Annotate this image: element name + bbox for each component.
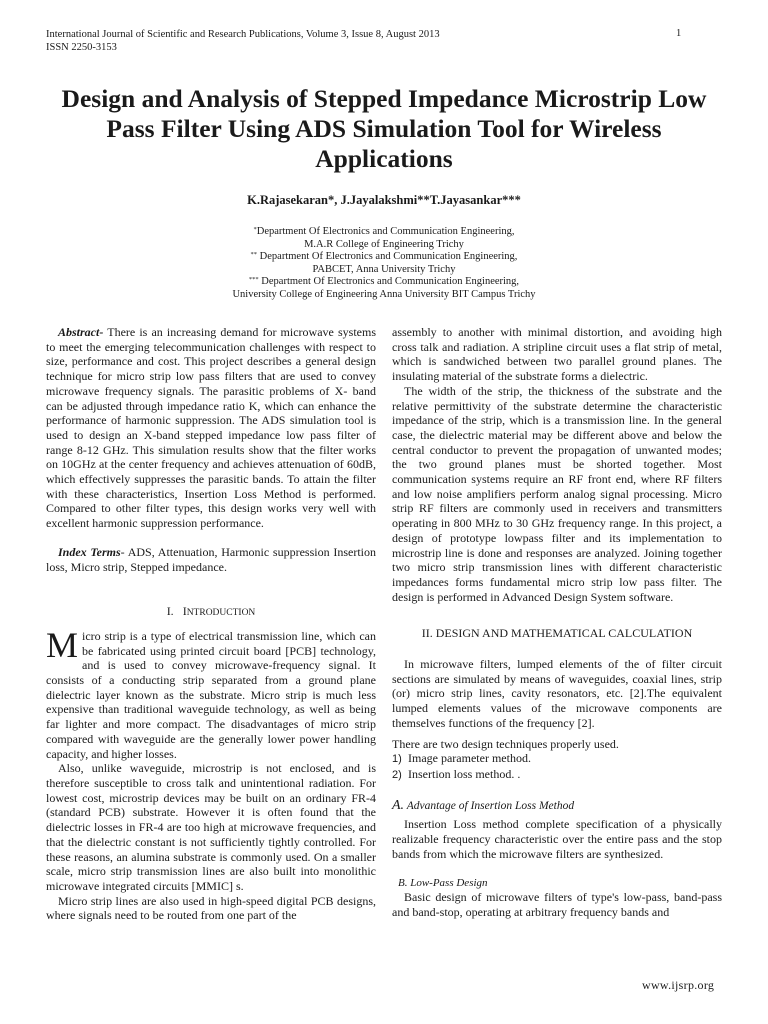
intro-paragraph-2: Also, unlike waveguide, microstrip is not enclosed, and is therefore susceptible to cross talk and unintentional radiation. For lowest cost, microstrip devices may be built on an ordinary FR-4 (standard PCB) substrate. However it is often found that the dielectric losses in FR-4 are too high at microwave frequencies, and that the dielectric constant is not sufficiently tightly controlled. For these reasons, an alumina substrate is commonly used. On a smaller scale, micro strip transmission lines are also built into monolithic microwave integrated circuits [MMIC] s. xyxy=(46,761,376,893)
paper-title: Design and Analysis of Stepped Impedance Microstrip Low Pass Filter Using ADS Simulation Tool for Wireless Applications xyxy=(61,84,707,173)
author-list: K.Rajasekaran*, J.Jayalakshmi**T.Jayasankar*** xyxy=(247,193,521,207)
design-paragraph-2: There are two design techniques properly used. xyxy=(392,736,619,751)
running-header xyxy=(46,28,606,54)
index-terms xyxy=(46,545,376,574)
index-terms-label: Index Terms xyxy=(58,544,121,559)
affiliation-1-org: M.A.R College of Engineering Trichy xyxy=(304,238,464,250)
section-heading-design: II. DESIGN AND MATHEMATICAL CALCULATION xyxy=(421,626,693,641)
intro-paragraph-3: Micro strip lines are also used in high-speed digital PCB designs, where signals need to be routed from one part of the xyxy=(46,893,376,923)
subsection-heading-b: B. Low-Pass Design xyxy=(398,876,488,889)
design-paragraph-3: Insertion Loss method complete specification of a physically realizable frequency characteristic over the entire pass and the stop bands from which the microwave filters are synthesized. xyxy=(392,817,722,861)
journal-line: International Journal of Scientific and Research Publications, Volume 3, Issue 8, August 2013 xyxy=(46,29,440,40)
index-terms-text: - ADS, Attenuation, Harmonic suppression Insertion loss, Micro strip, Stepped impedance. xyxy=(46,544,376,574)
section-heading-introduction: I. INTRODUCTION xyxy=(166,604,256,619)
affiliation-2-org: PABCET, Anna University Trichy xyxy=(312,263,456,275)
footer-url: www.ijsrp.org xyxy=(642,978,715,992)
intro-paragraph-4: assembly to another with minimal distortion, and avoiding high cross talk and radiation. A stripline circuit uses a flat strip of metal, which is sandwiched between two parallel ground planes. The insulating material of the substrate forms a dielectric. xyxy=(392,325,722,384)
subsection-heading-a: A. Advantage of Insertion Loss Method xyxy=(392,797,575,813)
affiliation-2-dept: ** Department Of Electronics and Communication Engineering, xyxy=(250,251,518,263)
issn: ISSN 2250-3153 xyxy=(46,42,117,53)
drop-cap: M xyxy=(46,624,79,665)
right-column xyxy=(392,325,722,920)
abstract-label: Abstract- xyxy=(58,325,104,339)
abstract-text: There is an increasing demand for microwave systems to meet the emerging telecommunication challenges with respect to size, performance and cost. This project describes a general design technique for micro strip low pass filters that are used to convey microwave frequency signals. The parasitic problems of X- band can be adjusted through impedance ratio K, which can enhance the performance of harmonic suppression. The ADS simulation tool is used to design an X-band stepped impedance low pass filter of range 8-12 GHz. This simulation results show that the filter works on 10GHz at the center frequency and achieves attenuation of 60dB, which effectively suppresses the parasitic bands. To attain the filter with these characteristics, Insertion Loss Method is performed. Compared to other filter types, this design works very well with excellent harmonic suppression performance. xyxy=(46,325,376,531)
abstract xyxy=(46,325,376,531)
design-paragraph-1: In microwave filters, lumped elements of the of filter circuit sections are simulated by means of waveguides, coaxial lines, strip (or) micro strip lines, cavity resonators, etc. [2].The equivalent lumped elements values of the microwave components are themselves functions of the frequency [2]. xyxy=(392,657,722,730)
affiliation-3-dept: *** Department Of Electronics and Communication Engineering, xyxy=(248,276,520,288)
affiliation-3-org: University College of Engineering Anna University BIT Campus Trichy xyxy=(232,288,536,300)
design-paragraph-4: Basic design of microwave filters of type's low-pass, band-pass and band-stop, operating at arbitrary frequency bands and xyxy=(392,890,722,919)
intro-paragraph-1: Micro strip is a type of electrical transmission line, which can be fabricated using printed circuit board [PCB] technology, and is used to convey microwave-frequency signal. It consists of a conducting strip separated from a ground plane dielectric layer known as the substrate. Micro strip is much less expensive than traditional waveguide technology, as well as being far lighter and more compact. The disadvantages of micro strip compared with waveguide are the generally lower power handling capacity, and higher losses. xyxy=(46,624,376,761)
list-item: 1) Image parameter method. xyxy=(392,751,531,766)
affiliations xyxy=(40,226,728,302)
intro-paragraph-5: The width of the strip, the thickness of the substrate and the relative permittivity of the substrate determine the characteristic impedance of the strip, which is a transmission line. In the general case, the dielectric material may be different above and below the central conductor to prevent the propagation of unwanted modes; the two ground planes must be shorted together. Most communication systems require an RF front end, where RF filters and low noise amplifiers perform analog signal processing. Micro strip RF filters are commonly used in receivers and transmitters operating in 800 MHz to 30 GHz frequency range. In this project, a design of prototype lowpass filter and its implementation to microstrip line is done and responses are analyzed. Joining together two micro strip transmission lines with different characteristic impedances forms fundamental micro strip low pass filter. The design is performed in Advanced Design System software. xyxy=(392,383,722,604)
affiliation-1-dept: *Department Of Electronics and Communication Engineering, xyxy=(253,226,515,237)
page-number: 1 xyxy=(676,28,682,39)
left-column xyxy=(46,325,376,923)
list-item: 2) Insertion loss method. . xyxy=(392,766,521,781)
